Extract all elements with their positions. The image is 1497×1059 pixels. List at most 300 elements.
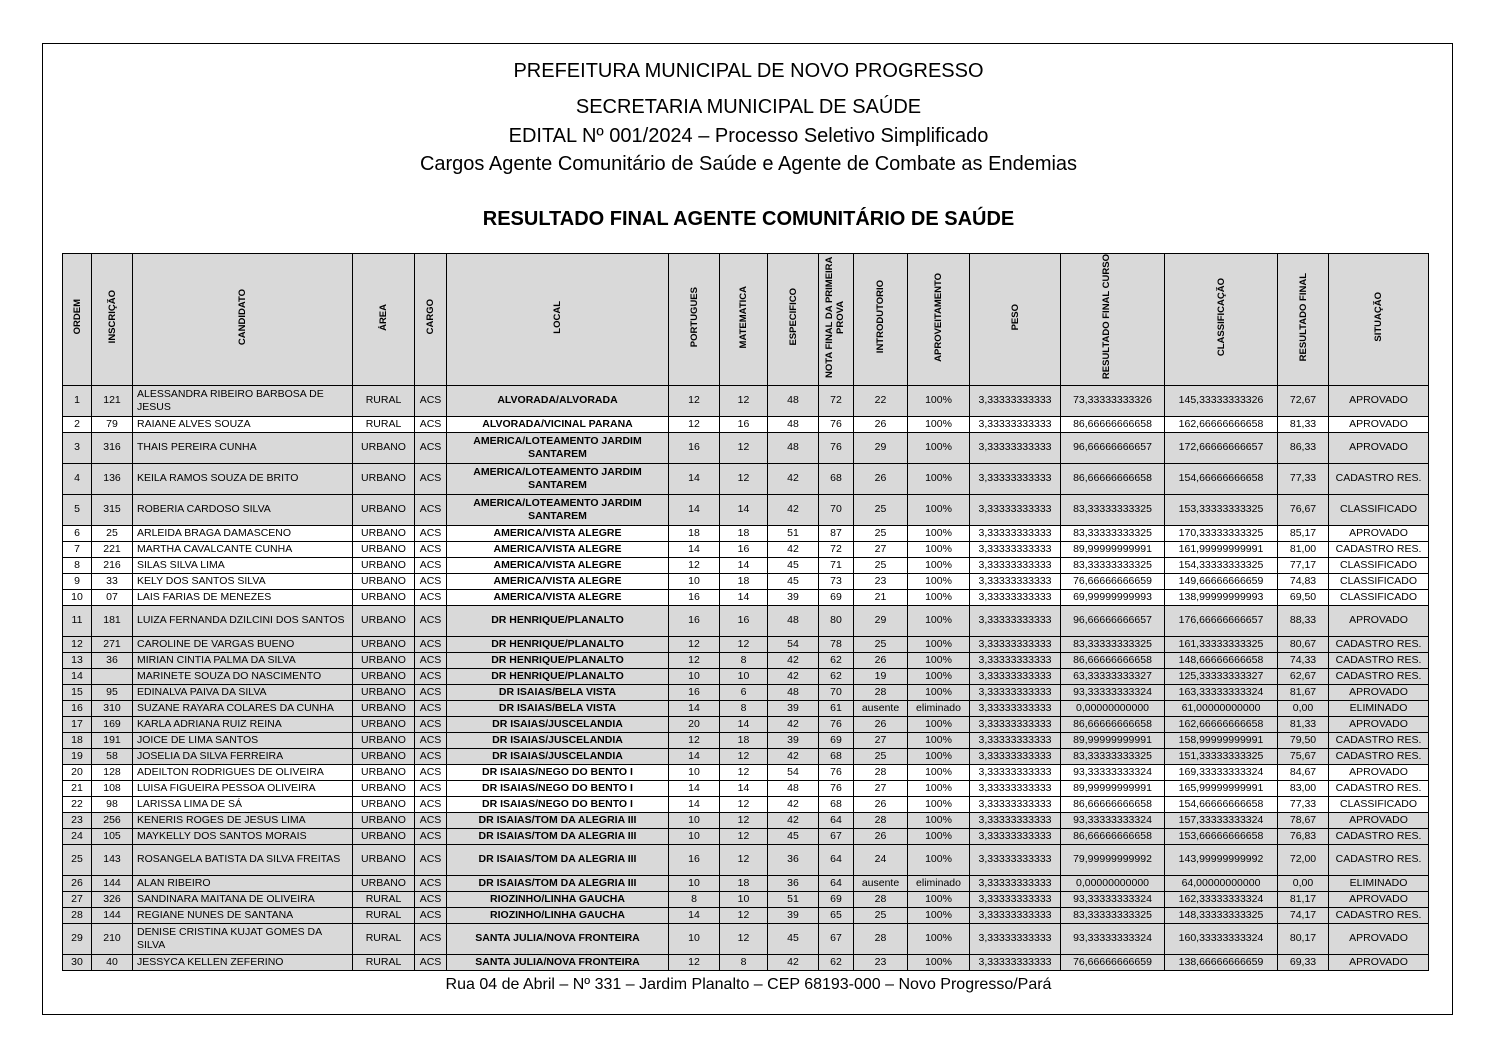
cell-area: URBANO	[353, 748, 415, 764]
cell-nota-final: 87	[819, 525, 854, 541]
cell-area: URBANO	[353, 589, 415, 605]
cell-situacao: CADASTRO RES.	[1329, 748, 1429, 764]
cell-matematica: 16	[720, 541, 768, 557]
cell-area: URBANO	[353, 875, 415, 891]
cell-aproveitamento: 100%	[908, 589, 970, 605]
cell-situacao: CADASTRO RES.	[1329, 541, 1429, 557]
table-row	[63, 636, 1429, 652]
cell-introdutorio: 24	[854, 844, 908, 875]
cell-peso: 3,33333333333	[970, 684, 1061, 700]
cell-peso: 3,33333333333	[970, 844, 1061, 875]
cell-matematica: 8	[720, 652, 768, 668]
cell-ordem: 28	[63, 907, 92, 923]
cell-local: DR ISAIAS/NEGO DO BENTO I	[447, 764, 669, 780]
table-row	[63, 891, 1429, 907]
cell-matematica: 12	[720, 796, 768, 812]
cell-area: RURAL	[353, 923, 415, 954]
table-row	[63, 668, 1429, 684]
cell-classificacao: 153,33333333325	[1165, 494, 1278, 525]
col-header-local: LOCAL	[447, 254, 669, 386]
cell-candidato: LARISSA LIMA DE SÁ	[133, 796, 353, 812]
cell-especifico: 42	[768, 716, 819, 732]
cell-aproveitamento: 100%	[908, 416, 970, 432]
cell-matematica: 14	[720, 494, 768, 525]
cell-matematica: 12	[720, 463, 768, 494]
cell-especifico: 48	[768, 605, 819, 636]
cell-candidato: REGIANE NUNES DE SANTANA	[133, 907, 353, 923]
cell-aproveitamento: 100%	[908, 923, 970, 954]
cell-area: URBANO	[353, 668, 415, 684]
cell-especifico: 48	[768, 416, 819, 432]
cell-cargo: ACS	[415, 716, 447, 732]
cell-candidato: LUIZA FERNANDA DZILCINI DOS SANTOS	[133, 605, 353, 636]
cell-peso: 3,33333333333	[970, 828, 1061, 844]
cell-especifico: 45	[768, 923, 819, 954]
cell-introdutorio: 28	[854, 812, 908, 828]
cell-situacao: CLASSIFICADO	[1329, 557, 1429, 573]
cell-local: DR ISAIAS/JUSCELANDIA	[447, 732, 669, 748]
cell-especifico: 45	[768, 573, 819, 589]
cell-classificacao: 163,33333333324	[1165, 684, 1278, 700]
cell-candidato: CAROLINE DE VARGAS BUENO	[133, 636, 353, 652]
cell-introdutorio: 22	[854, 385, 908, 416]
cell-local: DR ISAIAS/TOM DA ALEGRIA III	[447, 844, 669, 875]
cell-matematica: 12	[720, 636, 768, 652]
cell-candidato: KEILA RAMOS SOUZA DE BRITO	[133, 463, 353, 494]
cell-resultado-curso: 93,33333333324	[1061, 891, 1165, 907]
cell-peso: 3,33333333333	[970, 700, 1061, 716]
cell-classificacao: 154,66666666658	[1165, 796, 1278, 812]
cell-resultado-final: 77,33	[1278, 796, 1329, 812]
col-header-matematica: MATEMATICA	[720, 254, 768, 386]
cell-peso: 3,33333333333	[970, 573, 1061, 589]
cell-portugues: 14	[669, 494, 720, 525]
cell-inscricao: 143	[92, 844, 133, 875]
cell-portugues: 16	[669, 844, 720, 875]
cell-cargo: ACS	[415, 605, 447, 636]
cell-resultado-curso: 96,66666666657	[1061, 432, 1165, 463]
cell-situacao: CADASTRO RES.	[1329, 636, 1429, 652]
cell-matematica: 18	[720, 875, 768, 891]
cell-inscricao: 315	[92, 494, 133, 525]
cell-candidato: ROBERIA CARDOSO SILVA	[133, 494, 353, 525]
cell-resultado-final: 81,33	[1278, 416, 1329, 432]
cell-resultado-curso: 93,33333333324	[1061, 684, 1165, 700]
cell-ordem: 30	[63, 954, 92, 970]
cell-area: URBANO	[353, 541, 415, 557]
table-row	[63, 557, 1429, 573]
cell-situacao: CADASTRO RES.	[1329, 652, 1429, 668]
cell-aproveitamento: eliminado	[908, 700, 970, 716]
cell-nota-final: 68	[819, 748, 854, 764]
table-row	[63, 385, 1429, 416]
cell-resultado-curso: 93,33333333324	[1061, 923, 1165, 954]
cell-especifico: 42	[768, 796, 819, 812]
cell-area: RURAL	[353, 385, 415, 416]
cell-situacao: APROVADO	[1329, 764, 1429, 780]
cell-classificacao: 170,33333333325	[1165, 525, 1278, 541]
table-row	[63, 764, 1429, 780]
table-row	[63, 780, 1429, 796]
cell-area: URBANO	[353, 796, 415, 812]
cell-aproveitamento: 100%	[908, 812, 970, 828]
cell-introdutorio: 29	[854, 605, 908, 636]
cell-resultado-final: 81,67	[1278, 684, 1329, 700]
cell-inscricao: 79	[92, 416, 133, 432]
col-header-ordem: ORDEM	[63, 254, 92, 386]
cell-ordem: 9	[63, 573, 92, 589]
cell-nota-final: 69	[819, 732, 854, 748]
col-header-especifico: ESPECIFICO	[768, 254, 819, 386]
cell-candidato: SUZANE RAYARA COLARES DA CUNHA	[133, 700, 353, 716]
cell-area: URBANO	[353, 764, 415, 780]
cell-peso: 3,33333333333	[970, 954, 1061, 970]
cell-inscricao: 316	[92, 432, 133, 463]
cell-resultado-curso: 96,66666666657	[1061, 605, 1165, 636]
cell-resultado-final: 78,67	[1278, 812, 1329, 828]
cell-especifico: 42	[768, 494, 819, 525]
cell-resultado-final: 76,83	[1278, 828, 1329, 844]
cell-area: URBANO	[353, 525, 415, 541]
cell-cargo: ACS	[415, 764, 447, 780]
cell-situacao: CADASTRO RES.	[1329, 463, 1429, 494]
cell-peso: 3,33333333333	[970, 416, 1061, 432]
cell-area: URBANO	[353, 573, 415, 589]
table-row	[63, 494, 1429, 525]
cell-matematica: 8	[720, 700, 768, 716]
cell-portugues: 16	[669, 605, 720, 636]
cell-area: URBANO	[353, 432, 415, 463]
cell-nota-final: 76	[819, 432, 854, 463]
table-row	[63, 812, 1429, 828]
cell-candidato: THAIS PEREIRA CUNHA	[133, 432, 353, 463]
cell-ordem: 6	[63, 525, 92, 541]
table-row	[63, 844, 1429, 875]
cell-aproveitamento: 100%	[908, 432, 970, 463]
cell-situacao: CADASTRO RES.	[1329, 780, 1429, 796]
cell-inscricao: 95	[92, 684, 133, 700]
cell-local: AMERICA/VISTA ALEGRE	[447, 557, 669, 573]
cell-inscricao: 256	[92, 812, 133, 828]
cell-nota-final: 71	[819, 557, 854, 573]
cell-candidato: MIRIAN CINTIA PALMA DA SILVA	[133, 652, 353, 668]
cell-ordem: 7	[63, 541, 92, 557]
cell-especifico: 42	[768, 748, 819, 764]
cell-peso: 3,33333333333	[970, 541, 1061, 557]
cell-matematica: 18	[720, 732, 768, 748]
cell-inscricao: 108	[92, 780, 133, 796]
cell-especifico: 48	[768, 780, 819, 796]
cell-candidato: SILAS SILVA LIMA	[133, 557, 353, 573]
cell-introdutorio: ausente	[854, 700, 908, 716]
cell-introdutorio: 28	[854, 764, 908, 780]
cell-introdutorio: 25	[854, 748, 908, 764]
cell-nota-final: 62	[819, 668, 854, 684]
cell-resultado-curso: 93,33333333324	[1061, 764, 1165, 780]
cell-inscricao: 105	[92, 828, 133, 844]
cell-portugues: 8	[669, 891, 720, 907]
cell-candidato: EDINALVA PAIVA DA SILVA	[133, 684, 353, 700]
cell-nota-final: 67	[819, 828, 854, 844]
cell-peso: 3,33333333333	[970, 923, 1061, 954]
cell-candidato: LAIS FARIAS DE MENEZES	[133, 589, 353, 605]
col-header-resultado-curso: RESULTADO FINAL CURSO	[1061, 254, 1165, 386]
cell-especifico: 39	[768, 589, 819, 605]
cell-candidato: MAYKELLY DOS SANTOS MORAIS	[133, 828, 353, 844]
cell-situacao: CADASTRO RES.	[1329, 828, 1429, 844]
col-header-resultado-final: RESULTADO FINAL	[1278, 254, 1329, 386]
cell-area: URBANO	[353, 636, 415, 652]
cell-cargo: ACS	[415, 684, 447, 700]
cell-area: URBANO	[353, 732, 415, 748]
cell-situacao: APROVADO	[1329, 891, 1429, 907]
col-header-area: ÁREA	[353, 254, 415, 386]
cell-portugues: 10	[669, 668, 720, 684]
cell-cargo: ACS	[415, 573, 447, 589]
cell-portugues: 12	[669, 416, 720, 432]
cell-candidato: JESSYCA KELLEN ZEFERINO	[133, 954, 353, 970]
cell-cargo: ACS	[415, 796, 447, 812]
cell-introdutorio: 21	[854, 589, 908, 605]
cell-ordem: 12	[63, 636, 92, 652]
cell-aproveitamento: 100%	[908, 636, 970, 652]
cell-situacao: APROVADO	[1329, 684, 1429, 700]
cell-nota-final: 62	[819, 954, 854, 970]
cell-peso: 3,33333333333	[970, 732, 1061, 748]
table-row	[63, 652, 1429, 668]
cell-introdutorio: 28	[854, 891, 908, 907]
cell-especifico: 36	[768, 844, 819, 875]
cell-local: DR ISAIAS/TOM DA ALEGRIA III	[447, 875, 669, 891]
cell-classificacao: 154,66666666658	[1165, 463, 1278, 494]
cell-nota-final: 65	[819, 907, 854, 923]
cell-ordem: 20	[63, 764, 92, 780]
cell-inscricao: 169	[92, 716, 133, 732]
cell-nota-final: 62	[819, 652, 854, 668]
cell-area: URBANO	[353, 605, 415, 636]
cell-peso: 3,33333333333	[970, 796, 1061, 812]
cell-nota-final: 64	[819, 844, 854, 875]
cell-local: DR ISAIAS/TOM DA ALEGRIA III	[447, 828, 669, 844]
cell-ordem: 10	[63, 589, 92, 605]
cell-resultado-curso: 83,33333333325	[1061, 494, 1165, 525]
cell-nota-final: 68	[819, 796, 854, 812]
cell-peso: 3,33333333333	[970, 636, 1061, 652]
cell-matematica: 8	[720, 954, 768, 970]
cell-cargo: ACS	[415, 494, 447, 525]
cell-cargo: ACS	[415, 844, 447, 875]
cell-matematica: 12	[720, 844, 768, 875]
cell-candidato: LUISA FIGUEIRA PESSOA OLIVEIRA	[133, 780, 353, 796]
cell-matematica: 12	[720, 907, 768, 923]
cell-local: DR HENRIQUE/PLANALTO	[447, 636, 669, 652]
cell-peso: 3,33333333333	[970, 668, 1061, 684]
cell-resultado-curso: 69,99999999993	[1061, 589, 1165, 605]
cell-nota-final: 76	[819, 764, 854, 780]
results-table	[62, 253, 1429, 971]
cell-resultado-curso: 93,33333333324	[1061, 812, 1165, 828]
cell-area: RURAL	[353, 907, 415, 923]
cell-situacao: CLASSIFICADO	[1329, 589, 1429, 605]
cell-inscricao: 33	[92, 573, 133, 589]
cell-local: DR ISAIAS/JUSCELANDIA	[447, 748, 669, 764]
cell-cargo: ACS	[415, 652, 447, 668]
cell-ordem: 1	[63, 385, 92, 416]
cell-resultado-final: 76,67	[1278, 494, 1329, 525]
cell-candidato: MARTHA CAVALCANTE CUNHA	[133, 541, 353, 557]
cell-resultado-curso: 83,33333333325	[1061, 557, 1165, 573]
cell-local: DR ISAIAS/JUSCELANDIA	[447, 716, 669, 732]
cell-aproveitamento: 100%	[908, 385, 970, 416]
cell-especifico: 48	[768, 432, 819, 463]
cell-inscricao: 07	[92, 589, 133, 605]
cell-situacao: APROVADO	[1329, 812, 1429, 828]
cell-nota-final: 64	[819, 812, 854, 828]
col-header-peso: PESO	[970, 254, 1061, 386]
cell-classificacao: 148,33333333325	[1165, 907, 1278, 923]
cell-classificacao: 154,33333333325	[1165, 557, 1278, 573]
cell-ordem: 2	[63, 416, 92, 432]
cell-ordem: 29	[63, 923, 92, 954]
cell-aproveitamento: 100%	[908, 748, 970, 764]
cell-resultado-curso: 86,66666666658	[1061, 463, 1165, 494]
cell-portugues: 16	[669, 432, 720, 463]
cell-area: RURAL	[353, 416, 415, 432]
cell-matematica: 14	[720, 557, 768, 573]
cell-matematica: 12	[720, 812, 768, 828]
cell-classificacao: 157,33333333324	[1165, 812, 1278, 828]
cell-candidato: RAIANE ALVES SOUZA	[133, 416, 353, 432]
cell-ordem: 27	[63, 891, 92, 907]
cell-candidato: KENERIS ROGES DE JESUS LIMA	[133, 812, 353, 828]
cell-matematica: 14	[720, 589, 768, 605]
cell-aproveitamento: eliminado	[908, 875, 970, 891]
cell-aproveitamento: 100%	[908, 494, 970, 525]
cell-cargo: ACS	[415, 875, 447, 891]
cell-cargo: ACS	[415, 636, 447, 652]
cell-resultado-curso: 83,33333333325	[1061, 525, 1165, 541]
cell-especifico: 39	[768, 732, 819, 748]
cell-resultado-final: 80,67	[1278, 636, 1329, 652]
cell-resultado-curso: 76,66666666659	[1061, 573, 1165, 589]
cell-area: URBANO	[353, 780, 415, 796]
cell-local: RIOZINHO/LINHA GAUCHA	[447, 891, 669, 907]
cell-nota-final: 67	[819, 923, 854, 954]
table-row	[63, 589, 1429, 605]
cell-portugues: 12	[669, 732, 720, 748]
cell-matematica: 14	[720, 716, 768, 732]
cell-resultado-final: 81,17	[1278, 891, 1329, 907]
cell-cargo: ACS	[415, 891, 447, 907]
col-header-introdutorio: INTRODUTORIO	[854, 254, 908, 386]
header-line-3: EDITAL Nº 001/2024 – Processo Seletivo Simplificado	[508, 125, 989, 147]
table-row	[63, 907, 1429, 923]
cell-matematica: 16	[720, 605, 768, 636]
cell-resultado-final: 88,33	[1278, 605, 1329, 636]
cell-classificacao: 138,99999999993	[1165, 589, 1278, 605]
cell-classificacao: 61,00000000000	[1165, 700, 1278, 716]
cell-portugues: 12	[669, 652, 720, 668]
cell-portugues: 20	[669, 716, 720, 732]
cell-situacao: ELIMINADO	[1329, 700, 1429, 716]
cell-cargo: ACS	[415, 525, 447, 541]
cell-resultado-final: 69,33	[1278, 954, 1329, 970]
cell-matematica: 12	[720, 923, 768, 954]
cell-matematica: 14	[720, 780, 768, 796]
cell-aproveitamento: 100%	[908, 844, 970, 875]
cell-especifico: 42	[768, 652, 819, 668]
cell-area: RURAL	[353, 891, 415, 907]
cell-classificacao: 169,33333333324	[1165, 764, 1278, 780]
cell-resultado-curso: 89,99999999991	[1061, 780, 1165, 796]
cell-cargo: ACS	[415, 557, 447, 573]
cell-introdutorio: 29	[854, 432, 908, 463]
cell-classificacao: 158,99999999991	[1165, 732, 1278, 748]
cell-classificacao: 176,66666666657	[1165, 605, 1278, 636]
header-line-4: Cargos Agente Comunitário de Saúde e Agente de Combate as Endemias	[419, 153, 1078, 175]
cell-peso: 3,33333333333	[970, 891, 1061, 907]
cell-ordem: 22	[63, 796, 92, 812]
cell-inscricao: 216	[92, 557, 133, 573]
cell-portugues: 14	[669, 907, 720, 923]
cell-local: DR HENRIQUE/PLANALTO	[447, 605, 669, 636]
cell-cargo: ACS	[415, 812, 447, 828]
cell-candidato: KARLA ADRIANA RUIZ REINA	[133, 716, 353, 732]
cell-local: DR ISAIAS/BELA VISTA	[447, 700, 669, 716]
cell-introdutorio: 27	[854, 732, 908, 748]
cell-especifico: 45	[768, 828, 819, 844]
cell-nota-final: 80	[819, 605, 854, 636]
cell-ordem: 14	[63, 668, 92, 684]
cell-candidato: ARLEIDA BRAGA DAMASCENO	[133, 525, 353, 541]
cell-aproveitamento: 100%	[908, 573, 970, 589]
cell-introdutorio: 26	[854, 828, 908, 844]
cell-resultado-curso: 83,33333333325	[1061, 748, 1165, 764]
cell-situacao: CADASTRO RES.	[1329, 668, 1429, 684]
cell-peso: 3,33333333333	[970, 652, 1061, 668]
cell-especifico: 45	[768, 557, 819, 573]
cell-candidato: DENISE CRISTINA KUJAT GOMES DA SILVA	[133, 923, 353, 954]
table-row	[63, 605, 1429, 636]
cell-cargo: ACS	[415, 541, 447, 557]
cell-especifico: 36	[768, 875, 819, 891]
cell-local: DR ISAIAS/NEGO DO BENTO I	[447, 796, 669, 812]
cell-ordem: 5	[63, 494, 92, 525]
cell-portugues: 14	[669, 796, 720, 812]
cell-introdutorio: 25	[854, 525, 908, 541]
document-title: RESULTADO FINAL AGENTE COMUNITÁRIO DE SAÚDE	[482, 208, 1015, 230]
cell-resultado-final: 0,00	[1278, 700, 1329, 716]
table-row	[63, 923, 1429, 954]
cell-nota-final: 76	[819, 416, 854, 432]
cell-peso: 3,33333333333	[970, 525, 1061, 541]
cell-classificacao: 162,33333333324	[1165, 891, 1278, 907]
col-header-candidato: CANDIDATO	[133, 254, 353, 386]
cell-inscricao: 136	[92, 463, 133, 494]
cell-portugues: 14	[669, 541, 720, 557]
cell-situacao: CADASTRO RES.	[1329, 732, 1429, 748]
cell-ordem: 3	[63, 432, 92, 463]
cell-cargo: ACS	[415, 432, 447, 463]
cell-resultado-final: 62,67	[1278, 668, 1329, 684]
cell-portugues: 14	[669, 780, 720, 796]
cell-cargo: ACS	[415, 463, 447, 494]
cell-peso: 3,33333333333	[970, 605, 1061, 636]
cell-situacao: APROVADO	[1329, 385, 1429, 416]
cell-aproveitamento: 100%	[908, 541, 970, 557]
cell-resultado-final: 84,67	[1278, 764, 1329, 780]
cell-resultado-curso: 79,99999999992	[1061, 844, 1165, 875]
